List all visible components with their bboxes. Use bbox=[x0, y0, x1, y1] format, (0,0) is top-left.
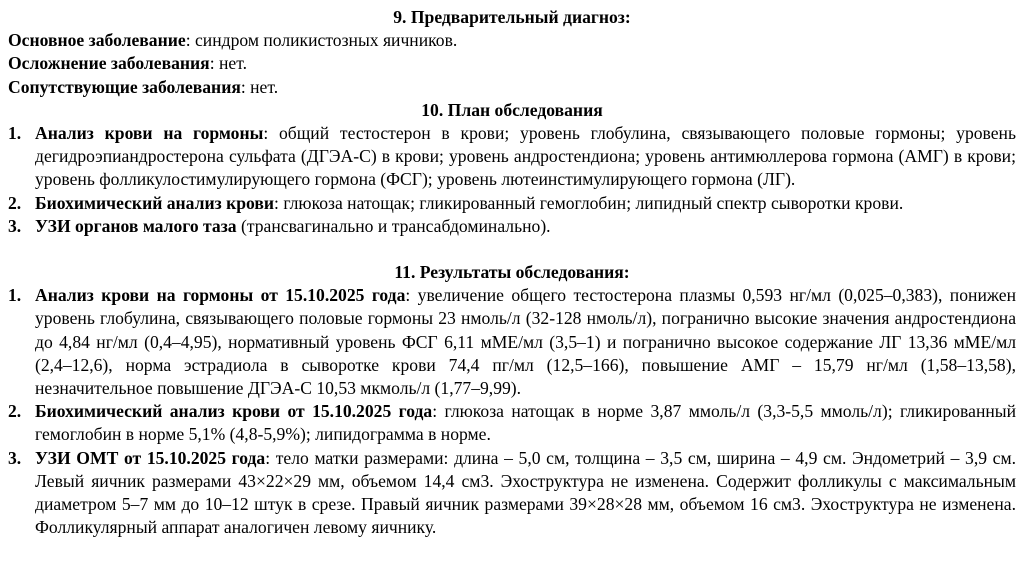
concomitant-diseases bbox=[8, 76, 1016, 99]
examination-plan-list bbox=[8, 122, 1016, 238]
main-diagnosis bbox=[8, 29, 1016, 52]
item-number: 3. bbox=[8, 447, 22, 468]
item-title: Биохимический анализ крови bbox=[35, 192, 275, 213]
complication bbox=[8, 52, 1016, 75]
section-spacer bbox=[8, 238, 1016, 261]
list-item bbox=[8, 400, 1016, 446]
list-item bbox=[8, 192, 1016, 215]
main-diagnosis-text: : синдром поликистозных яичников. bbox=[185, 30, 458, 51]
item-text bbox=[35, 447, 1016, 540]
item-body: : глюкоза натощак в норме 3,87 ммоль/л (3,3-5,5 ммоль/л); гликированный гемоглобин в норме 5,1% (4,8-5,9%); липидограмма в норме. bbox=[35, 401, 1017, 445]
item-title: УЗИ ОМТ от 15.10.2025 года bbox=[35, 447, 266, 468]
section-11-title: 11. Результаты обследования: bbox=[394, 262, 630, 283]
item-number: 2. bbox=[8, 401, 22, 422]
list-item bbox=[8, 122, 1016, 192]
concomitant-label: Сопутствующие заболевания bbox=[8, 76, 241, 97]
item-number: 3. bbox=[8, 215, 22, 236]
complication-label: Осложнение заболевания bbox=[8, 53, 210, 74]
item-text bbox=[35, 122, 1016, 192]
item-text bbox=[35, 192, 1016, 215]
item-title: УЗИ органов малого таза bbox=[35, 215, 237, 236]
item-body: : общий тестостерон в крови; уровень глобулина, связывающего половые гормоны; уровень дегидроэпиандростерона сульфата (ДГЭА-С) в крови; уровень андростендиона; уровень антимюллерова гормона (АМГ) в крови; уровень фолликулостимулирующего гормона (ФСГ); уровень лютеинстимулирующего гормона (ЛГ). bbox=[35, 123, 1016, 190]
item-title: Анализ крови на гормоны bbox=[35, 123, 264, 144]
main-diagnosis-label: Основное заболевание bbox=[8, 30, 186, 51]
item-body: : тело матки размерами: длина – 5,0 см, толщина – 3,5 см, ширина – 4,9 см. Эндометрий – 3,9 см. Левый яичник размерами 43×22×29 мм, объемом 14,4 см3. Эхоструктура не изменена. Содержит фолликулы с максимальным диаметром 5–7 мм до 10–12 штук в срезе. Правый яичник размерами 39×28×28 мм, объемом 16 см3. Эхоструктура не изменена. Фолликулярный аппарат аналогичен левому яичнику. bbox=[35, 447, 1017, 538]
list-item bbox=[8, 215, 1016, 238]
item-text bbox=[35, 284, 1016, 400]
item-title: Анализ крови на гормоны от 15.10.2025 года bbox=[35, 285, 406, 306]
item-number: 1. bbox=[8, 285, 22, 306]
item-body: : глюкоза натощак; гликированный гемоглобин; липидный спектр сыворотки крови. bbox=[274, 192, 904, 213]
section-9-title: 9. Предварительный диагноз: bbox=[393, 7, 631, 27]
item-number: 1. bbox=[8, 123, 22, 144]
item-text bbox=[35, 215, 1016, 238]
complication-text: : нет. bbox=[209, 53, 247, 74]
item-text bbox=[35, 400, 1016, 446]
list-item bbox=[8, 447, 1016, 540]
section-10-title: 10. План обследования bbox=[421, 99, 603, 120]
list-item bbox=[8, 284, 1016, 400]
item-body: (трансвагинально и трансабдоминально). bbox=[236, 215, 551, 236]
results-list bbox=[8, 284, 1016, 539]
concomitant-text: : нет. bbox=[240, 76, 279, 97]
item-body: : увеличение общего тестостерона плазмы 0,593 нг/мл (0,025–0,383), понижен уровень глобулина, связывающего половые гормоны 23 нмоль/л (32-128 нмоль/л), погранично высокие значения андростендиона до 4,84 нг/мл (0,4–4,95), нормативный уровень ФСГ 6,11 мМЕ/мл (3,5–1) и погранично высокое содержание ЛГ 13,36 мМЕ/мл (2,4–12,6), норма эстрадиола в сыворотке крови 74,4 пг/мл (12,5–166), повышение АМГ – 15,79 нг/мл (1,58–13,58), незначительное повышение ДГЭА-С 10,53 мкмоль/л (1,77–9,99). bbox=[35, 285, 1017, 399]
item-number: 2. bbox=[8, 192, 22, 213]
item-title: Биохимический анализ крови от 15.10.2025 года bbox=[35, 401, 433, 422]
